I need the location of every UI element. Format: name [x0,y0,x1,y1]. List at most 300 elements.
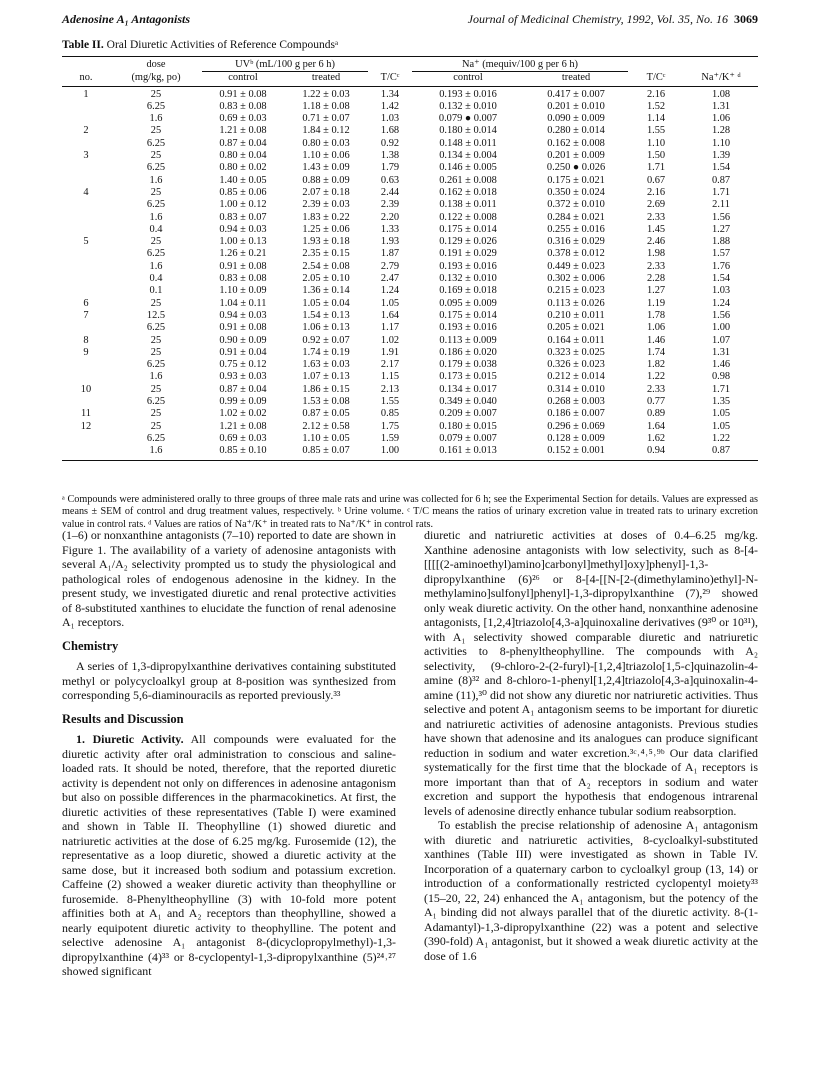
cell-uv-tc: 1.05 [380,297,400,309]
cell-na-control: 0.261 ± 0.008 [439,174,497,186]
cell-na-tc: 2.46 [646,236,666,248]
cell-na-treated: 0.372 ± 0.010 [547,199,605,211]
cell-dose: 12.5 [146,309,166,321]
cell-na-tc: 0.67 [646,174,666,186]
cell-na-tc: 1.06 [646,322,666,334]
table-row [62,199,758,211]
cell-na-tc: 2.16 [646,88,666,100]
header-group-na: Na⁺ (mequiv/100 g per 6 h) [412,57,628,72]
cell-uv-treated: 2.54 ± 0.08 [302,260,350,272]
cell-dose: 1.6 [149,371,163,383]
cell-uv-treated: 0.87 ± 0.05 [302,408,350,420]
cell-na-tc: 2.16 [646,186,666,198]
cell-compound-no [62,285,110,297]
cell-uv-treated: 1.84 ± 0.12 [302,125,350,137]
cell-uv-treated: 2.07 ± 0.18 [302,186,350,198]
cell-compound-no: 11 [80,408,91,420]
cell-na-k-ratio: 1.08 [711,88,731,100]
cell-na-tc: 1.64 [646,420,666,432]
cell-na-control: 0.349 ± 0.040 [439,396,497,408]
cell-na-treated: 0.296 ± 0.069 [547,420,605,432]
cell-uv-tc: 1.42 [380,100,400,112]
cell-na-control: 0.169 ± 0.018 [439,285,497,297]
header-uv-control: control [202,72,284,86]
cell-na-control: 0.095 ± 0.009 [439,297,497,309]
cell-na-k-ratio: 1.24 [711,297,731,309]
cell-compound-no [62,113,110,125]
cell-uv-treated: 0.88 ± 0.09 [302,174,350,186]
cell-na-tc: 1.74 [646,346,666,358]
table-row [62,86,758,101]
cell-na-control: 0.193 ± 0.016 [439,88,497,100]
cell-uv-control: 0.94 ± 0.03 [219,223,267,235]
table-row [62,212,758,224]
cell-na-tc: 2.28 [646,273,666,285]
cell-na-treated: 0.316 ± 0.029 [547,236,605,248]
cell-na-control: 0.186 ± 0.020 [439,346,497,358]
cell-na-tc: 1.22 [646,371,666,383]
cell-uv-tc: 1.03 [380,113,400,125]
cell-na-k-ratio: 1.05 [711,420,731,432]
cell-na-control: 0.180 ± 0.015 [439,420,497,432]
cell-compound-no: 12 [80,420,92,432]
cell-compound-no [62,445,110,460]
cell-uv-tc: 0.85 [380,408,400,420]
cell-uv-tc: 1.15 [380,371,400,383]
results-heading: Results and Discussion [62,711,184,726]
cell-compound-no: 7 [83,309,89,321]
table-footnotes: ᵃ Compounds were administered orally to three groups of three male rats and urine was collected for 6 h; see the Experimental Section for details. Values are expressed as means ± SEM of control and drug treatment values, respectively. ᵇ Urine volume. ᶜ T/C means the ratios of urinary excretion value in treated rats to urinary excretion value in control rats. ᵈ Values are ratios of Na⁺/K⁺ in treated rats to Na⁺/K⁺ in control rats. [62,494,758,530]
header-group-uv: UVᵇ (mL/100 g per 6 h) [202,57,368,72]
cell-na-tc: 2.33 [646,211,666,223]
cell-uv-tc: 1.38 [380,150,400,162]
cell-na-k-ratio: 1.54 [711,273,731,285]
cell-uv-tc: 1.24 [380,285,400,297]
header-spacer [368,57,412,72]
table-body [62,86,758,460]
cell-na-k-ratio: 2.11 [712,199,730,211]
cell-na-k-ratio: 1.54 [711,162,731,174]
cell-uv-treated: 1.06 ± 0.13 [302,322,350,334]
table-row [62,113,758,125]
running-head-left: Adenosine A₁ Antagonists [62,12,190,26]
cell-dose: 25 [150,383,162,395]
cell-na-treated: 0.186 ± 0.007 [547,408,605,420]
cell-na-treated: 0.215 ± 0.023 [547,285,605,297]
table-row [62,335,758,347]
cell-uv-treated: 1.53 ± 0.08 [302,396,350,408]
table-row [62,384,758,396]
cell-na-tc: 1.10 [646,137,666,149]
cell-uv-tc: 1.33 [380,223,400,235]
cell-na-k-ratio: 1.71 [711,186,731,198]
table-row [62,273,758,285]
cell-na-control: 0.191 ± 0.029 [439,248,497,260]
cell-uv-control: 1.10 ± 0.09 [219,285,267,297]
cell-uv-control: 0.80 ± 0.04 [219,150,267,162]
cell-compound-no: 9 [83,346,89,358]
cell-dose: 1.6 [149,211,163,223]
cell-uv-treated: 1.22 ± 0.03 [302,88,350,100]
cell-uv-treated: 1.18 ± 0.08 [302,100,350,112]
cell-dose: 25 [150,420,162,432]
cell-na-k-ratio: 1.05 [711,408,731,420]
cell-dose: 25 [150,297,162,309]
cell-compound-no: 10 [80,383,92,395]
cell-na-k-ratio: 1.57 [711,248,731,260]
left-column [62,528,396,979]
cell-na-control: 0.175 ± 0.014 [439,309,497,321]
cell-uv-treated: 1.74 ± 0.19 [302,346,350,358]
cell-compound-no [62,433,110,445]
cell-dose: 0.1 [149,285,163,297]
cell-uv-tc: 2.79 [380,260,400,272]
cell-uv-control: 0.90 ± 0.09 [219,334,267,346]
cell-na-treated: 0.323 ± 0.025 [547,346,605,358]
cell-uv-control: 0.69 ± 0.03 [219,113,267,125]
cell-dose: 1.6 [110,445,202,460]
cell-na-control: 0.175 ± 0.014 [439,223,497,235]
table-row [62,101,758,113]
running-head-right [468,12,758,27]
cell-na-control: 0.129 ± 0.026 [439,236,497,248]
table-row [62,261,758,273]
header-na-tc: T/Cᶜ [628,72,684,86]
header-spacer [628,57,684,72]
cell-uv-control: 0.93 ± 0.03 [219,371,267,383]
cell-uv-tc: 1.02 [380,334,400,346]
cell-dose: 25 [150,236,162,248]
table-container [62,56,758,461]
cell-na-tc: 1.55 [646,125,666,137]
cell-uv-tc: 2.47 [380,273,400,285]
cell-compound-no [62,138,110,150]
cell-na-k-ratio: 1.03 [711,285,731,297]
table-row [62,433,758,445]
table-row [62,285,758,297]
cell-uv-treated: 1.07 ± 0.13 [302,371,350,383]
cell-uv-tc: 1.55 [380,396,400,408]
cell-na-treated: 0.378 ± 0.012 [547,248,605,260]
cell-dose: 6.25 [146,322,166,334]
cell-uv-control: 0.91 ± 0.04 [219,346,267,358]
cell-uv-control: 0.87 ± 0.04 [219,383,267,395]
cell-compound-no [62,322,110,334]
cell-compound-no: 3 [83,150,89,162]
cell-na-tc: 1.19 [646,297,666,309]
header-spacer [684,57,758,72]
cell-compound-no [62,224,110,236]
table-header-row-2 [62,72,758,86]
cell-na-control: 0.134 ± 0.017 [439,383,497,395]
cell-compound-no: 6 [83,297,89,309]
cell-uv-tc: 2.20 [380,211,400,223]
cell-na-k-ratio: 1.22 [711,432,731,444]
diuretic-activity-subheading: 1. Diuretic Activity. [76,732,184,746]
cell-dose: 1.6 [149,113,163,125]
table-row [62,162,758,174]
cell-na-treated: 0.113 ± 0.026 [547,297,605,309]
cell-dose: 6.25 [146,199,166,211]
cell-na-control: 0.161 ± 0.013 [412,445,524,460]
table-label: Table II. [62,39,104,51]
cell-compound-no: 8 [83,334,89,346]
cell-compound-no: 2 [83,125,89,137]
cell-na-treated: 0.210 ± 0.011 [547,309,605,321]
cell-na-treated: 0.175 ± 0.021 [547,174,605,186]
table-row [62,298,758,310]
table-row [62,310,758,322]
cell-na-k-ratio: 1.35 [711,396,731,408]
table-header-row-1 [62,57,758,72]
cell-uv-tc: 1.64 [380,309,400,321]
cell-compound-no: 4 [83,186,89,198]
cell-na-control: 0.132 ± 0.010 [439,100,497,112]
cell-na-treated: 0.350 ± 0.024 [547,186,605,198]
cell-compound-no [62,261,110,273]
cell-uv-control: 0.94 ± 0.03 [219,309,267,321]
cell-uv-treated: 0.85 ± 0.07 [284,445,368,460]
cell-uv-control: 1.26 ± 0.21 [219,248,267,260]
cell-na-treated: 0.449 ± 0.023 [547,260,605,272]
cell-na-control: 0.180 ± 0.014 [439,125,497,137]
right-paragraph-1: diuretic and natriuretic activities at doses of 0.4–6.25 mg/kg. Xanthine adenosine antagonists with low selectivity, such as 8-[4-[[[[(2-aminoethyl)amino]carbonyl]methyl]oxy]phenyl]-1,3-dipropylxanthine (6)²⁶ or 8-[4-[[N-[2-(dimethylamino)ethyl]-N-methylamino]sulfonyl]phenyl]-1,3-dipropylxanthine (7),²⁹ showed only weak diuretic activity. On the other hand, nonxanthine adenosine antagonists, [1,2,4]triazolo[4,3-a]quinoxaline derivatives (9³⁰ or 10³¹), with A₁ selectivity showed comparable diuretic and natriuretic activities to 8-phenyltheophylline. The compounds with A₂ selectivity, (9-chloro-2-(2-furyl)-[1,2,4]triazolo[1,5-c]quinazolin-4-amine (8)³² and 8-chloro-1-phenyl[1,2,4]triazolo[4,3-a]quinoxalin-4-amine (11),³⁰ did not show any diuretic nor natriuretic activities. Thus selective and potent A₁ antagonism seems to be important for diuretic and natriuretic activities of adenosine antagonists. Previous studies have shown that adenosine and its analogues can produce significant reduction in sodium and water excretion.³ᶜ˒⁴˒⁵˒⁹ᵇ Our data clarified systematically for the first time that the blockade of A₁ receptors is more important than that of A₂ receptors in sodium and water excretion and support the hypothesis that endogenous intrarenal levels of adenosine directly enhance tubular sodium reabsorption. [424,528,758,818]
cell-uv-control: 0.91 ± 0.08 [219,88,267,100]
cell-uv-control: 1.21 ± 0.08 [219,420,267,432]
cell-na-tc: 1.50 [646,150,666,162]
cell-uv-treated: 2.35 ± 0.15 [302,248,350,260]
cell-uv-control: 0.69 ± 0.03 [219,432,267,444]
table-title: Oral Diuretic Activities of Reference Compoundsᵃ [106,39,339,51]
cell-na-treated: 0.205 ± 0.021 [547,322,605,334]
cell-uv-treated: 1.10 ± 0.05 [302,432,350,444]
cell-uv-treated: 2.05 ± 0.10 [302,273,350,285]
cell-na-control: 0.148 ± 0.011 [439,137,497,149]
table-row [62,248,758,260]
table-row [62,421,758,433]
cell-na-tc: 1.52 [646,100,666,112]
cell-dose: 25 [150,88,162,100]
cell-na-control: 0.179 ± 0.038 [439,359,497,371]
cell-compound-no [62,273,110,285]
cell-uv-tc: 2.17 [380,359,400,371]
cell-na-k-ratio: 1.27 [711,223,731,235]
cell-na-tc: 1.45 [646,223,666,235]
cell-na-control: 0.113 ± 0.009 [439,334,497,346]
cell-na-treated: 0.164 ± 0.011 [547,334,605,346]
cell-uv-control: 0.85 ± 0.06 [219,186,267,198]
cell-uv-treated: 1.54 ± 0.13 [302,309,350,321]
cell-uv-control: 1.00 ± 0.13 [219,236,267,248]
cell-uv-tc: 1.00 [368,445,412,460]
cell-na-treated: 0.314 ± 0.010 [547,383,605,395]
cell-uv-tc: 1.17 [380,322,400,334]
cell-na-treated: 0.201 ± 0.009 [547,150,605,162]
cell-dose: 25 [150,150,162,162]
cell-uv-control: 1.21 ± 0.08 [219,125,267,137]
chemistry-paragraph: A series of 1,3-dipropylxanthine derivatives containing substituted methyl or polycycloalkyl group at 8-position was synthesized from corresponding 5,6-diaminouracils as reported previously.³³ [62,659,396,702]
cell-uv-control: 1.02 ± 0.02 [219,408,267,420]
cell-na-tc: 0.77 [646,396,666,408]
cell-na-k-ratio: 1.00 [711,322,731,334]
cell-na-treated: 0.250 ● 0.026 [546,162,606,174]
cell-na-treated: 0.326 ± 0.023 [547,359,605,371]
cell-compound-no [62,359,110,371]
cell-na-control: 0.122 ± 0.008 [439,211,497,223]
cell-uv-tc: 1.68 [380,125,400,137]
cell-uv-control: 1.40 ± 0.05 [219,174,267,186]
cell-na-control: 0.173 ± 0.015 [439,371,497,383]
cell-na-treated: 0.212 ± 0.014 [547,371,605,383]
cell-uv-control: 0.85 ± 0.10 [202,445,284,460]
cell-uv-treated: 0.71 ± 0.07 [302,113,350,125]
cell-na-k-ratio: 1.10 [711,137,731,149]
cell-compound-no [62,396,110,408]
cell-na-tc: 1.98 [646,248,666,260]
table-row [62,347,758,359]
cell-uv-tc: 1.93 [380,236,400,248]
header-spacer [62,57,110,72]
cell-uv-tc: 1.59 [380,432,400,444]
table-row [62,445,758,460]
cell-uv-control: 0.83 ± 0.07 [219,211,267,223]
cell-na-k-ratio: 0.98 [711,371,731,383]
cell-compound-no [62,248,110,260]
cell-na-control: 0.138 ± 0.011 [439,199,497,211]
cell-dose: 6.25 [146,359,166,371]
cell-na-k-ratio: 1.71 [711,383,731,395]
cell-dose: 6.25 [146,396,166,408]
table-row [62,224,758,236]
header-dose-top: dose [110,57,202,72]
page-number: 3069 [734,12,758,26]
table-row [62,322,758,334]
header-na-control: control [412,72,524,86]
cell-na-control: 0.193 ± 0.016 [439,322,497,334]
cell-na-k-ratio: 0.87 [711,174,731,186]
table-row [62,396,758,408]
cell-uv-treated: 2.39 ± 0.03 [302,199,350,211]
cell-dose: 0.4 [149,223,163,235]
cell-uv-treated: 1.83 ± 0.22 [302,211,350,223]
cell-na-treated: 0.162 ± 0.008 [547,137,605,149]
results-paragraph [62,732,396,979]
cell-na-treated: 0.152 ± 0.001 [524,445,628,460]
header-uv-treated: treated [284,72,368,86]
cell-na-tc: 1.82 [646,359,666,371]
cell-na-k-ratio: 1.46 [711,359,731,371]
cell-na-k-ratio: 1.76 [711,260,731,272]
cell-na-tc: 1.14 [646,113,666,125]
right-column [424,528,758,963]
cell-dose: 6.25 [146,137,166,149]
table-row [62,150,758,162]
cell-uv-control: 0.75 ± 0.12 [219,359,267,371]
cell-dose: 0.4 [149,273,163,285]
cell-na-tc: 0.89 [646,408,666,420]
cell-uv-tc: 1.79 [380,162,400,174]
cell-uv-control: 0.99 ± 0.09 [219,396,267,408]
cell-na-treated: 0.255 ± 0.016 [547,223,605,235]
cell-na-k-ratio: 1.56 [711,309,731,321]
chemistry-heading: Chemistry [62,638,119,653]
cell-na-k-ratio: 1.31 [711,346,731,358]
cell-compound-no: 1 [83,88,89,100]
cell-na-control: 0.132 ± 0.010 [439,273,497,285]
cell-uv-treated: 1.43 ± 0.09 [302,162,350,174]
cell-uv-control: 0.91 ± 0.08 [219,260,267,272]
cell-na-treated: 0.201 ± 0.010 [547,100,605,112]
header-dose: (mg/kg, po) [110,72,202,86]
cell-na-treated: 0.417 ± 0.007 [547,88,605,100]
cell-compound-no [62,212,110,224]
cell-uv-control: 0.83 ± 0.08 [219,100,267,112]
running-header [62,12,758,30]
cell-na-k-ratio: 1.28 [711,125,731,137]
cell-na-k-ratio: 1.39 [711,150,731,162]
cell-na-tc: 2.69 [646,199,666,211]
cell-dose: 25 [150,125,162,137]
table-row [62,408,758,420]
cell-na-control: 0.134 ± 0.004 [439,150,497,162]
cell-uv-tc: 1.91 [380,346,400,358]
cell-uv-treated: 2.12 ± 0.58 [302,420,350,432]
cell-uv-treated: 1.36 ± 0.14 [302,285,350,297]
cell-uv-tc: 2.13 [380,383,400,395]
right-paragraph-2: To establish the precise relationship of adenosine A₁ antagonism with diuretic and natriuretic activities, 8-cycloalkyl-substituted xanthines (Table III) were investigated as shown in Table IV. Incorporation of a quaternary carbon to cycloalkyl group (13, 14) or introduction of a conformationally restricted cyclopentyl moiety³³ (15–20, 22, 24) enhanced the A₁ antagonism, but the potency of the A₁ binding did not always parallel that of the diuretic activity. 8-(1-Adamantyl)-1,3-dipropylxanthine (22) was a potent and selective (390-fold) A₁ antagonist, but it showed a weak diuretic activity at the dose of 1.6 [424,818,758,963]
cell-dose: 25 [150,334,162,346]
table-row [62,187,758,199]
cell-na-tc: 2.33 [646,383,666,395]
cell-uv-treated: 1.86 ± 0.15 [302,383,350,395]
cell-dose: 25 [150,408,162,420]
cell-uv-tc: 2.39 [380,199,400,211]
cell-na-control: 0.193 ± 0.016 [439,260,497,272]
table-row [62,236,758,248]
table-row [62,371,758,383]
cell-uv-treated: 0.80 ± 0.03 [302,137,350,149]
cell-na-tc: 1.78 [646,309,666,321]
cell-na-treated: 0.284 ± 0.021 [547,211,605,223]
cell-uv-control: 0.83 ± 0.08 [219,273,267,285]
table-row [62,359,758,371]
cell-compound-no [62,175,110,187]
cell-dose: 1.6 [149,174,163,186]
table-caption [62,39,338,51]
cell-compound-no [62,101,110,113]
cell-uv-control: 1.04 ± 0.11 [219,297,267,309]
cell-uv-treated: 1.25 ± 0.06 [302,223,350,235]
cell-na-treated: 0.302 ± 0.006 [547,273,605,285]
cell-uv-tc: 1.34 [380,88,400,100]
cell-dose: 1.6 [149,260,163,272]
intro-paragraph: (1–6) or nonxanthine antagonists (7–10) reported to date are shown in Figure 1. The availability of a variety of adenosine antagonists with several A₁/A₂ selectivity prompted us to study the physiological and pathological roles of endogenous adenosine in the kidney. In the present study, we investigated diuretic and renal protective activities of 8-substituted xanthines to elucidate the function of renal adenosine A₁ receptors. [62,528,396,629]
cell-compound-no [62,199,110,211]
cell-na-control: 0.079 ● 0.007 [438,113,498,125]
cell-na-treated: 0.090 ± 0.009 [547,113,605,125]
cell-na-k-ratio: 1.06 [711,113,731,125]
header-uv-tc: T/Cᶜ [368,72,412,86]
header-no: no. [62,72,110,86]
header-na-treated: treated [524,72,628,86]
cell-dose: 6.25 [146,100,166,112]
cell-uv-control: 1.00 ± 0.12 [219,199,267,211]
cell-na-treated: 0.280 ± 0.014 [547,125,605,137]
cell-na-treated: 0.128 ± 0.009 [547,432,605,444]
cell-na-k-ratio: 0.87 [684,445,758,460]
cell-uv-tc: 1.75 [380,420,400,432]
cell-na-control: 0.209 ± 0.007 [439,408,497,420]
